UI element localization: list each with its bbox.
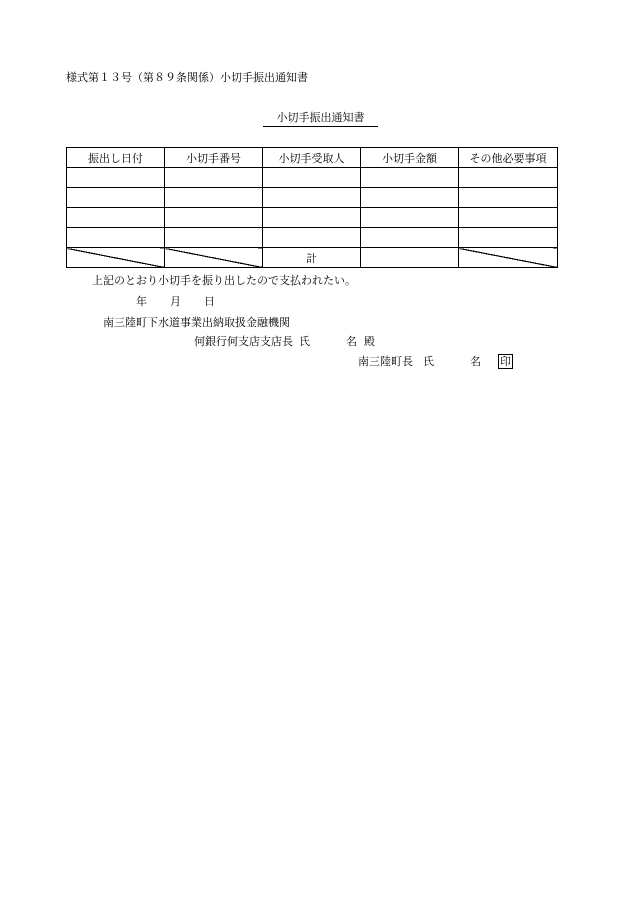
check-table [66,147,558,268]
seal-mark: 印 [500,355,511,368]
table-header-row [67,148,558,168]
header-issue-date: 振出し日付 [67,148,165,168]
bank-honorific: 殿 [364,335,375,348]
diagonal-cell [67,248,165,268]
table-row [67,208,558,228]
recipient-institution: 南三陸町下水道事業出納取扱金融機関 [103,316,290,329]
date-year: 年 [136,295,147,308]
date-line [136,293,215,309]
mayor-shi: 氏 [423,355,434,368]
table-cell [263,228,361,248]
diagonal-cell [459,248,558,268]
header-check-number: 小切手番号 [165,148,263,168]
table-cell [459,188,558,208]
table-total-row [67,248,558,268]
mayor-title: 南三陸町長 [358,355,413,368]
table-row [67,188,558,208]
header-amount: 小切手金額 [361,148,459,168]
header-other-items: その他必要事項 [459,148,558,168]
table-row [67,228,558,248]
table-cell [361,188,459,208]
table-cell [67,188,165,208]
table-cell [165,168,263,188]
table-row [67,168,558,188]
mayor-line [358,353,513,369]
table-cell [459,168,558,188]
diagonal-cell [165,248,263,268]
table-cell [361,208,459,228]
table-cell [263,168,361,188]
mayor-mei: 名 [470,355,481,368]
table-cell [263,208,361,228]
table-cell [361,228,459,248]
table-cell [67,228,165,248]
table-cell [67,208,165,228]
table-cell [67,168,165,188]
total-label: 計 [263,248,361,268]
table-cell [165,188,263,208]
bank-shi: 氏 [299,335,310,348]
bank-line [194,333,375,349]
form-number: 様式第１３号（第８９条関係）小切手振出通知書 [66,71,308,84]
bank-title: 何銀行何支店支店長 [194,335,293,348]
total-amount-cell [361,248,459,268]
table-cell [459,228,558,248]
table-cell [459,208,558,228]
document-title: 小切手振出通知書 [263,109,378,127]
table-cell [165,208,263,228]
table-cell [263,188,361,208]
date-day: 日 [204,295,215,308]
bank-mei: 名 [346,335,357,348]
header-payee: 小切手受取人 [263,148,361,168]
payment-statement: 上記のとおり小切手を振り出したので支払われたい。 [92,274,356,287]
table-cell [165,228,263,248]
date-month: 月 [170,295,181,308]
table-cell [361,168,459,188]
